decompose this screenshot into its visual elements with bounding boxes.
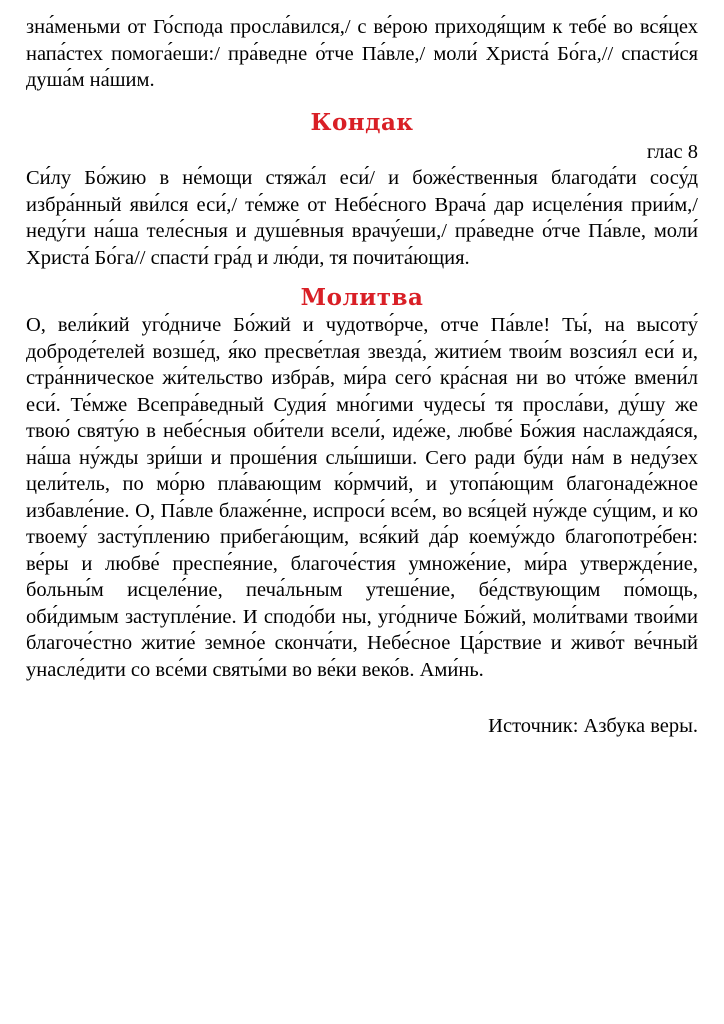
troparion-ending: зна́меньми от Го́спода просла́вился,/ с ве́рою приходя́щим к тебе́ во вся́цех напа́стех помога́еши:/ пра́ведне о́тче Па́вле,/ моли́ Христа́ Бо́га,// спасти́ся душа́м на́шим. (26, 16, 698, 91)
kondak-text: Си́лу Бо́жию в не́мощи стяжа́л еси́/ и боже́ственныя благода́ти сосу́д избра́нный яви́лся еси́,/ те́мже от Небе́сного Врача́ дар исцеле́ния прии́м,/ неду́ги на́ша теле́сныя и душе́вныя врачу́еши,/ пра́ведне о́тче Па́вле, моли́ Христа́ Бо́га// спасти́ гра́д и лю́ди, тя почита́ющия. (26, 167, 698, 269)
molitva-text: О, вели́кий уго́дниче Бо́жий и чудотво́рче, отче Па́вле! Ты́, на высоту́ доброде́телей возше́д, я́ко пресве́тлая звезда́, житие́м твои́м возсия́л еси́ и, стра́нническое жи́тельство избра́в, ми́ра сего́ кра́сная ни во что́же вмени́л еси́. Те́мже Всепра́ведный Судия́ мно́гими чудесы́ тя просла́ви, ду́шу же твою́ святу́ю в небе́сныя оби́тели всели́, иде́же, любве́ Бо́жия наслажда́яся, на́ша ну́жды зри́ши и проше́ния слы́шиши. Сего ради бу́ди на́м в неду́зех цели́тель, по мо́рю пла́вающим ко́рмчий, и утопа́ющим благонаде́жное избавле́ние. О, Па́вле блаже́нне, испроси́ все́м, во вся́цей ну́жде су́щим, и ко твоему́ засту́плению прибега́ющим, вся́кий да́р коему́ждо благопотре́бен: ве́ры и любве́ преспе́яние, благоче́стия умноже́ние, ми́ра утвержде́ние, больны́м исцеле́ние, печа́льным утеше́ние, бе́дствующим по́мощь, оби́димым заступле́ние. И сподо́би ны, уго́дниче Бо́жий, моли́твами твои́ми благоче́стно житие́ земно́е сконча́ти, Небе́сное Ца́рствие и живо́т ве́чный унасле́дити со все́ми святы́ми во ве́ки веко́в. Ами́нь. (26, 314, 698, 681)
kondak-tone: глас 8 (646, 140, 698, 163)
source-note: Источник: Азбука веры. (488, 715, 698, 737)
document-page (26, 14, 698, 740)
molitva-heading: Молитва (300, 284, 424, 311)
kondak-heading: Кондак (310, 108, 414, 136)
